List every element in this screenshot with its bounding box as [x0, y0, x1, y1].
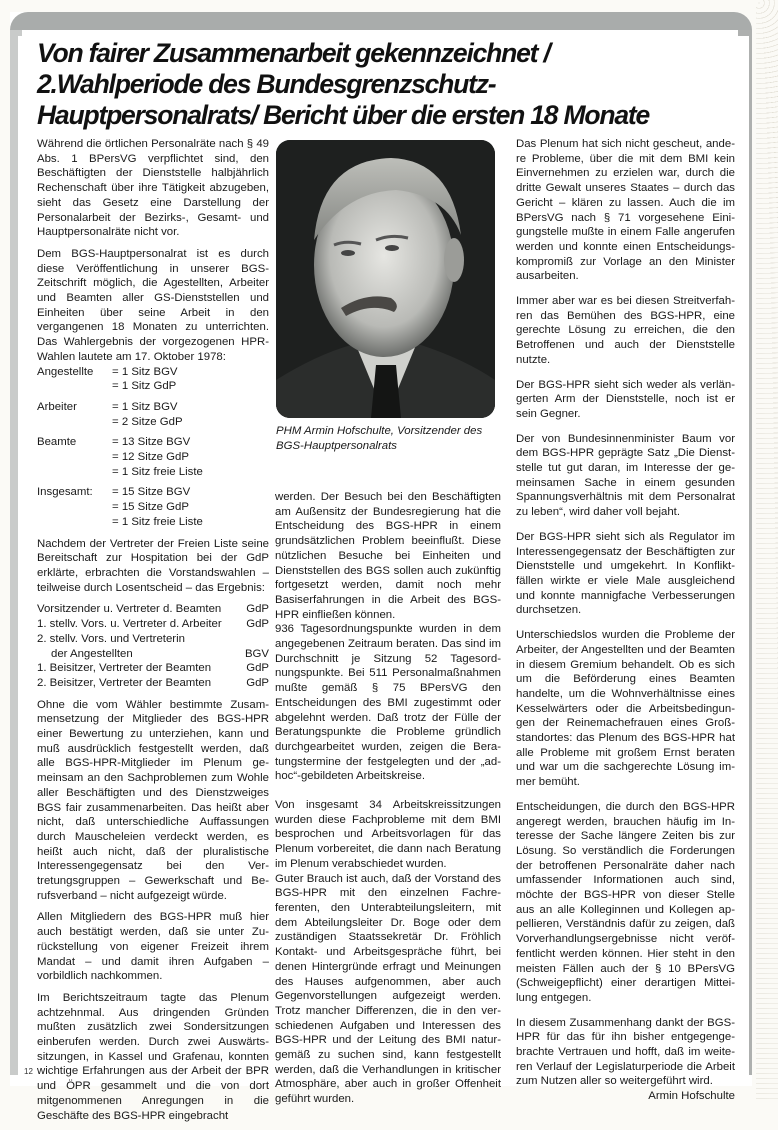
board-union: GdP — [246, 662, 269, 675]
paragraph: Während die örtlichen Personalräte nach § 49 Abs. 1 BPersVG verpflichtet sind, den Beschäftigten der Dienststelle halbjährlich Rechenschaft über ihre Tätigkeit abzugeben, sieht das Gesetz eine Darstellung der Personalarbeit der Bezirks-, Gesamt- und Hauptpersonalräte nicht vor. — [37, 138, 269, 239]
column-3 — [516, 137, 735, 1104]
board-union: GdP — [246, 618, 269, 631]
page-number: 12 — [24, 1067, 33, 1076]
board-row — [37, 602, 269, 617]
board-role: 1. Beisitzer, Vertreter der Beamten — [37, 662, 212, 675]
paragraph: Der von Bundesinnenminister Baum vor dem BGS-HPR geprägte Satz „Die Dienststelle tut gut daran, im Interesse der gemeinsamen Sache in einem gesunden Spannungsverhältnis mit dem Personalrat zu leben“, wird daher voll bejaht. — [516, 432, 735, 519]
election-result-row — [37, 500, 203, 515]
board-role: 2. Beisitzer, Vertreter der Beamten — [37, 676, 212, 689]
author-signature: Armin Hofschulte — [648, 1090, 735, 1103]
seat-count: = 15 Sitze BGV — [112, 486, 191, 499]
election-result-row — [37, 379, 203, 394]
title-line: Hauptpersonalrats/ Bericht über die ersten 18 Monate — [37, 100, 650, 130]
right-rule-inner — [738, 36, 749, 1075]
group-label — [37, 465, 112, 480]
seat-count: = 1 Sitz freie Liste — [112, 465, 203, 478]
board-union: BGV — [244, 647, 269, 660]
title-line: 2.Wahlperiode des Bundesgrenzschutz- — [37, 69, 496, 99]
paragraph: werden. Der Besuch bei den Beschäftigten am Außensitz der Bundesregierung hat die Entscheidung des BGS-HPR in einem grundsätzlichen Problem beeinflußt. Diese nützlichen Besuche bei Einheiten und Dienststellen des BGS sollen auch zukünftig fortgesetzt werden, damit noch mehr Basiserfahrungen in die Arbeit des BGS-HPR einfließen können. — [275, 491, 501, 621]
election-result-row — [37, 515, 203, 530]
portrait-photo — [276, 140, 495, 418]
paragraph: Guter Brauch ist auch, daß der Vorstand des BGS-HPR mit den einzelnen Fachreferenten, den Unterabteilungsleitern, mit dem Abteilungsleiter Dr. Boge oder dem zuständigen Staatssekretär Dr. Fröhlich Kontakt- und Arbeitsgespräche führt, bei denen Hintergründe erfragt und Meinungen des Hauses aufgenommen, aber auch Gegenvorstellungen aufgezeigt werden. Trotz mancher Differenzen, die in den verschiedenen Aufgaben und Interessen des BGS-HPR und der Leitung des BMI naturgemäß zu suchen sind, kann festgestellt werden, daß die Verhandlungen in kritischer Atmosphäre, aber auch in großer Offenheit geführt wurden. — [275, 872, 501, 1106]
election-result-row — [37, 479, 203, 500]
group-label — [37, 515, 112, 530]
seat-count: = 1 Sitz GdP — [112, 380, 177, 393]
title-line: Von fairer Zusammenarbeit gekennzeichnet / — [37, 38, 550, 68]
paragraph: Nachdem der Vertreter der Freien Liste seine Bereitschaft zur Hospitation bei der GdP erklärte, erbrachten die Vorstandswahlen – teilweise durch Losentscheid – das Ergebnis: — [37, 537, 269, 594]
paragraph: Entscheidungen, die durch den BGS-HPR angeregt werden, brauchen häufig im Interesse der Sache längere Zeiten bis zur Lösung. So verständlich die Forderungen der betroffenen Personalräte daher nach umfassender Informationen auch sind, möchte der BGS-HPR von dieser Stelle aus an alle Kolleginnen und Kollegen appellieren, Verständnis dafür zu zeigen, daß Vorverhandlungsergebnisse nicht veröffentlicht werden können. Hier steht in den meisten Fällen auch der § 10 BPersVG (Schweigepflicht) einer derartigen Mitteilung entgegen. — [516, 800, 735, 1004]
group-label — [37, 415, 112, 430]
paragraph: Unterschiedslos wurden die Probleme der Arbeiter, der Angestellten und der Beamten in diesem Gremium behandelt. Ob es sich um die Beförderung eines Beamten handelte, um die Wohnverhältnisse eines Kesselwärters oder die Arbeitsbedingungen der Reinemachefrauen eines Großstandortes: das Plenum des BGS-HPR hat alle Probleme mit großem Ernst beraten und war um die sachgerechte Lösung immer bemüht. — [516, 629, 735, 789]
paragraph: In diesem Zusammenhang dankt der BGS-HPR für das für ihn bisher entgegengebrachte Vertrauen und hofft, daß im weiteren Verlauf der Legislaturperiode die Arbeit zum Nutzen aller so weitergeführt wird. — [516, 1016, 735, 1088]
election-results-table — [37, 365, 203, 530]
article-title — [37, 38, 737, 131]
seat-count: = 2 Sitze GdP — [112, 415, 183, 428]
board-role: Vorsitzender u. Vertreter d. Beamten — [37, 603, 222, 616]
board-table — [37, 602, 269, 690]
column-1 — [37, 137, 269, 1130]
photo-caption: PHM Armin Hofschulte, Vorsitzender des BGS-Hauptpersonalrats — [276, 425, 483, 452]
paragraph: Immer aber war es bei diesen Streitverfahren das Bemühen des BGS-HPR, eine gerechte Lösung zu erreichen, die den Betroffenen und auch der Dienststelle nutzte. — [516, 295, 735, 366]
paragraph: Allen Mitgliedern des BGS-HPR muß hier auch bestätigt werden, daß sie unter Zurückstellung von eigener Freizeit ihrem Mandat – und damit ihren Aufgaben – vorbildlich nachkommen. — [37, 911, 269, 983]
election-result-row — [37, 394, 203, 415]
paragraph: Im Berichtszeitraum tagte das Plenum achtzehnmal. Aus dringenden Gründen mußten zusätzlich zwei Sondersitzungen einberufen werden. Durch zwei Auswärtssitzungen, in Kassel und Grafenau, konnten wichtige Erfahrungen aus der Arbeit der BPR und ÖPR gesammelt und die von dort mitgenommenen Anregungen in die Geschäfte des BGS-HPR eingebracht — [37, 991, 269, 1122]
seat-count: = 12 Sitze GdP — [112, 451, 189, 464]
election-result-row — [37, 365, 203, 380]
seat-count: = 1 Sitz BGV — [112, 400, 178, 413]
portrait-photo-icon — [276, 140, 495, 418]
paragraph: Das Plenum hat sich nicht gescheut, andere Probleme, über die mit dem BMI kein Einvernehmen zu erzielen war, durch die dritte Gewalt unseres Staates – durch das Gericht – klären zu lassen. Auch die im BPersVG nach § 71 vorgesehene Einigungstelle mußte in einem Falle angerufen werden und konnte einen Entscheidungskompromiß zur Vorlage an den Minister ausarbeiten. — [516, 138, 735, 283]
paragraph: 936 Tagesordnungspunkte wurden in dem angegebenen Zeitraum beraten. Das sind im Durchschnitt je Sitzung 52 Tagesordnungspunkte. Bei 511 Personalmaßnahmen mußte gemäß § 75 BPersVG den Entscheidungen des BMI zugestimmt oder abgelehnt werden. Daß trotz der Fülle der Beratungspunkte die Probleme gründlich durchgearbeitet wurden, zeigen die Beratungstermine der festgelegten und der „adhoc“-gebildeten Arbeitskreise. — [275, 623, 501, 783]
seat-count: = 1 Sitz freie Liste — [112, 515, 203, 528]
election-result-row — [37, 429, 203, 450]
board-role: 2. stellv. Vors. und Vertreterin — [37, 632, 185, 645]
paragraph: Der BGS-HPR sieht sich weder als verlängerten Arm der Dienststelle, noch ist er sein Gegner. — [516, 378, 735, 420]
group-label: Angestellte — [37, 365, 94, 378]
election-result-row — [37, 415, 203, 430]
seat-count: = 1 Sitz BGV — [112, 365, 178, 378]
paragraph: Von insgesamt 34 Arbeitskreissitzungen wurden diese Fachprobleme mit dem BMI besprochen und Arbeitsvorlagen für das Plenum vorbereitet, die dann nach Beratung im Plenum verabschiedet wurden. — [275, 799, 501, 870]
group-label: Insgesamt: — [37, 486, 93, 499]
seat-count: = 15 Sitze GdP — [112, 501, 189, 514]
paragraph: Der BGS-HPR sieht sich als Regulator im Interessengegensatz der Beschäftigten zur Dienststelle und umgekehrt. In Konfliktfällen wirkte er viele Male ausgleichend und konnte mannigfache Verbesserungen durchsetzen. — [516, 530, 735, 617]
election-result-row — [37, 450, 203, 465]
paragraph: Ohne die vom Wähler bestimmte Zusammensetzung der Mitglieder des BGS-HPR einer Bewertung zu unterziehen, kann und muß ausdrücklich festgestellt werden, daß alle BGS-HPR-Mitglieder im Plenum gemeinsam an den Sachproblemen zum Wohle aller Beschäftigten und des Dienstzweiges BGS fair zusammenarbeiten. Das heißt aber nicht, daß unterschiedliche Auffassungen durch Mauscheleien verdeckt werden, es heißt auch nicht, daß der pluralistische Interessengegensatz bei den Vertretungsgruppen – Gewerkschaft und Berufsverband – nicht aufgezeigt würde. — [37, 698, 269, 902]
board-union — [242, 632, 269, 647]
board-row — [37, 647, 269, 662]
seat-count: = 13 Sitze BGV — [112, 436, 191, 449]
group-label: Beamte — [37, 436, 77, 449]
board-row — [37, 676, 269, 691]
board-row — [37, 632, 269, 647]
board-role: 1. stellv. Vors. u. Vertreter d. Arbeiter — [37, 618, 222, 631]
group-label — [37, 500, 112, 515]
header-bar-inner — [22, 30, 738, 36]
group-label — [37, 379, 112, 394]
column-2 — [275, 490, 501, 1114]
board-union: GdP — [246, 676, 269, 689]
left-rule-inner — [18, 36, 22, 1075]
board-row — [37, 661, 269, 676]
paragraph: Dem BGS-Hauptpersonalrat ist es durch diese Veröffentlichung in unserer BGS-Zeitschrift möglich, die Agestellten, Arbeiter und Beamten aller GS-Dienststellen und Einheiten über seine Arbeit in den vergangenen 18 Monaten zu unterrichten. Das Wahlergebnis der vorgezogenen HPR-Wahlen lautete am 17. Oktober 1978: — [37, 247, 269, 363]
board-role: der Angestellten — [51, 647, 133, 660]
group-label — [37, 450, 112, 465]
paper-edge-texture — [756, 0, 778, 1100]
header-bar — [10, 12, 752, 30]
board-row — [37, 617, 269, 632]
group-label: Arbeiter — [37, 400, 77, 413]
board-union: GdP — [246, 603, 269, 616]
election-result-row — [37, 465, 203, 480]
